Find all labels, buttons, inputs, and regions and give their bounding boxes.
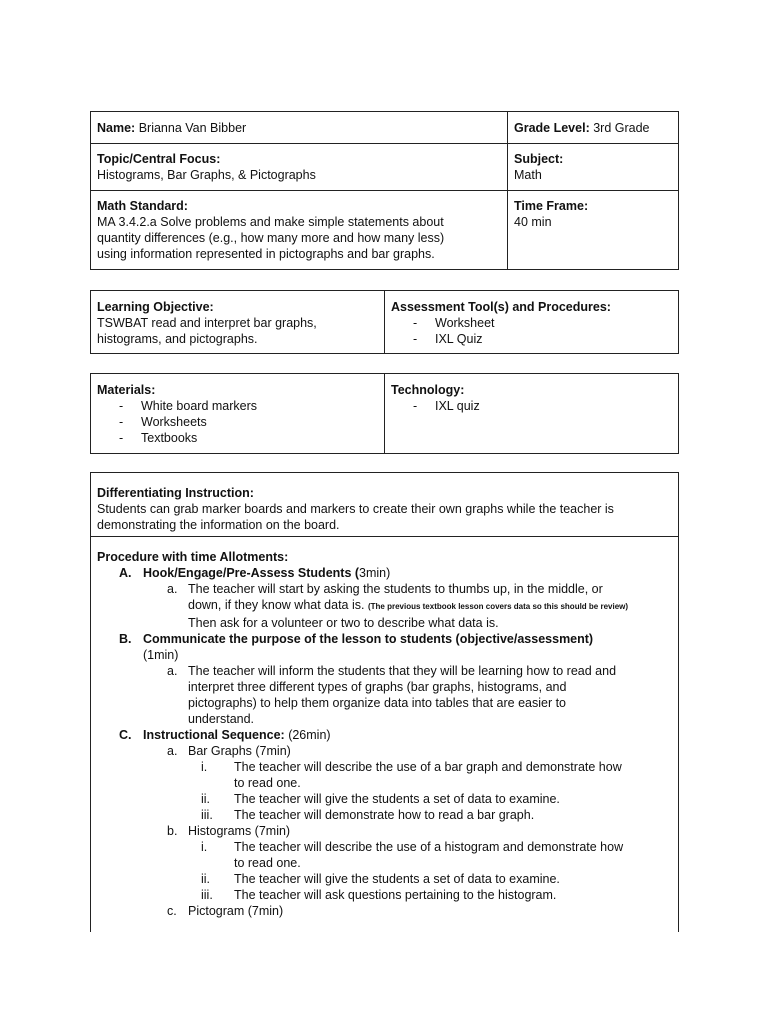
step-line: to read one. bbox=[234, 776, 301, 790]
item-marker: c. bbox=[167, 904, 177, 918]
time-frame-value: 40 min bbox=[514, 215, 552, 229]
item-marker: a. bbox=[167, 582, 178, 596]
procedure-cell bbox=[91, 544, 678, 924]
step-line: The teacher will describe the use of a histogram and demonstrate how bbox=[234, 840, 624, 854]
list-item: - Worksheets bbox=[97, 414, 378, 430]
topic-value: Histograms, Bar Graphs, & Pictographs bbox=[97, 168, 316, 182]
objective-table bbox=[90, 290, 679, 354]
procedure-label: Procedure with time Allotments: bbox=[97, 550, 289, 564]
differentiation-label: Differentiating Instruction: bbox=[97, 486, 254, 500]
section-a-time: 3min) bbox=[359, 566, 391, 580]
assessment-label: Assessment Tool(s) and Procedures: bbox=[391, 300, 611, 314]
standard-cell bbox=[91, 193, 507, 267]
roman-marker: ii. bbox=[201, 872, 211, 886]
item-marker: b. bbox=[167, 824, 178, 838]
technology-cell bbox=[385, 377, 678, 419]
subsection-title: Bar Graphs (7min) bbox=[188, 744, 291, 758]
roman-marker: iii. bbox=[201, 808, 213, 822]
subsection-title: Histograms (7min) bbox=[188, 824, 291, 838]
subject-label: Subject: bbox=[514, 152, 564, 166]
roman-marker: i. bbox=[201, 760, 208, 774]
grade-cell bbox=[508, 115, 678, 141]
standard-line: MA 3.4.2.a Solve problems and make simple statements about bbox=[97, 215, 444, 229]
step-line: Then ask for a volunteer or two to describe what data is. bbox=[188, 616, 499, 630]
list-item: - Worksheet bbox=[391, 315, 672, 331]
name-cell bbox=[91, 115, 507, 141]
step-line: pictographs) to help them organize data into tables that are easier to bbox=[188, 696, 567, 710]
learning-objective-line: histograms, and pictographs. bbox=[97, 332, 258, 346]
item-marker: a. bbox=[167, 744, 178, 758]
materials-list bbox=[97, 398, 378, 446]
assessment-list bbox=[391, 315, 672, 347]
grade-value: 3rd Grade bbox=[593, 121, 650, 135]
materials-label: Materials: bbox=[97, 383, 156, 397]
lesson-info-table bbox=[90, 111, 679, 270]
step-line: The teacher will inform the students that they will be learning how to read and bbox=[188, 664, 617, 678]
item-marker: a. bbox=[167, 664, 178, 678]
list-item: - IXL Quiz bbox=[391, 331, 672, 347]
step-line: to read one. bbox=[234, 856, 301, 870]
step-line: The teacher will give the students a set of data to examine. bbox=[234, 872, 560, 886]
differentiation-line: demonstrating the information on the board. bbox=[97, 518, 340, 532]
section-b-title: Communicate the purpose of the lesson to students (objective/assessment) bbox=[143, 632, 594, 646]
step-line: The teacher will ask questions pertaining to the histogram. bbox=[234, 888, 557, 902]
learning-objective-line: TSWBAT read and interpret bar graphs, bbox=[97, 316, 317, 330]
technology-list bbox=[391, 398, 672, 414]
step-line: The teacher will give the students a set of data to examine. bbox=[234, 792, 560, 806]
materials-table bbox=[90, 373, 679, 454]
step-line: The teacher will describe the use of a bar graph and demonstrate how bbox=[234, 760, 622, 774]
section-c-title: Instructional Sequence: bbox=[143, 728, 285, 742]
materials-cell bbox=[91, 377, 384, 451]
section-marker: C. bbox=[119, 728, 132, 742]
subject-cell bbox=[508, 146, 678, 188]
learning-objective-cell bbox=[91, 294, 384, 352]
subject-value: Math bbox=[514, 168, 542, 182]
list-item: - Textbooks bbox=[97, 430, 378, 446]
list-item: - IXL quiz bbox=[391, 398, 672, 414]
list-item: - White board markers bbox=[97, 398, 378, 414]
step-line: The teacher will start by asking the students to thumbs up, in the middle, or bbox=[188, 582, 603, 596]
step-line: The teacher will demonstrate how to read a bar graph. bbox=[234, 808, 535, 822]
roman-marker: i. bbox=[201, 840, 208, 854]
roman-marker: ii. bbox=[201, 792, 211, 806]
time-frame-label: Time Frame: bbox=[514, 199, 589, 213]
step-line: understand. bbox=[188, 712, 255, 726]
topic-cell bbox=[91, 146, 507, 188]
learning-objective-label: Learning Objective: bbox=[97, 300, 214, 314]
assessment-cell bbox=[385, 294, 678, 352]
procedure-table bbox=[90, 472, 679, 932]
topic-label: Topic/Central Focus: bbox=[97, 152, 221, 166]
grade-label: Grade Level: bbox=[514, 121, 590, 135]
name-value: Brianna Van Bibber bbox=[138, 121, 247, 135]
differentiation-line: Students can grab marker boards and markers to create their own graphs while the teacher is bbox=[97, 502, 614, 516]
section-b-time: (1min) bbox=[143, 648, 179, 662]
step-line: interpret three different types of graphs (bar graphs, histograms, and bbox=[188, 680, 567, 694]
section-a-title: Hook/Engage/Pre-Assess Students ( bbox=[143, 566, 360, 580]
time-frame-cell bbox=[508, 193, 678, 235]
standard-line: using information represented in pictographs and bar graphs. bbox=[97, 247, 435, 261]
subsection-title: Pictogram (7min) bbox=[188, 904, 284, 918]
roman-marker: iii. bbox=[201, 888, 213, 902]
section-marker: B. bbox=[119, 632, 132, 646]
standard-line: quantity differences (e.g., how many more and how many less) bbox=[97, 231, 445, 245]
section-c-time: (26min) bbox=[288, 728, 331, 742]
section-marker: A. bbox=[119, 566, 132, 580]
step-line: down, if they know what data is. bbox=[188, 598, 365, 612]
review-note: (The previous textbook lesson covers data so this should be review) bbox=[367, 602, 629, 611]
differentiation-cell bbox=[91, 480, 678, 538]
standard-label: Math Standard: bbox=[97, 199, 188, 213]
name-label: Name: bbox=[97, 121, 136, 135]
technology-label: Technology: bbox=[391, 383, 465, 397]
